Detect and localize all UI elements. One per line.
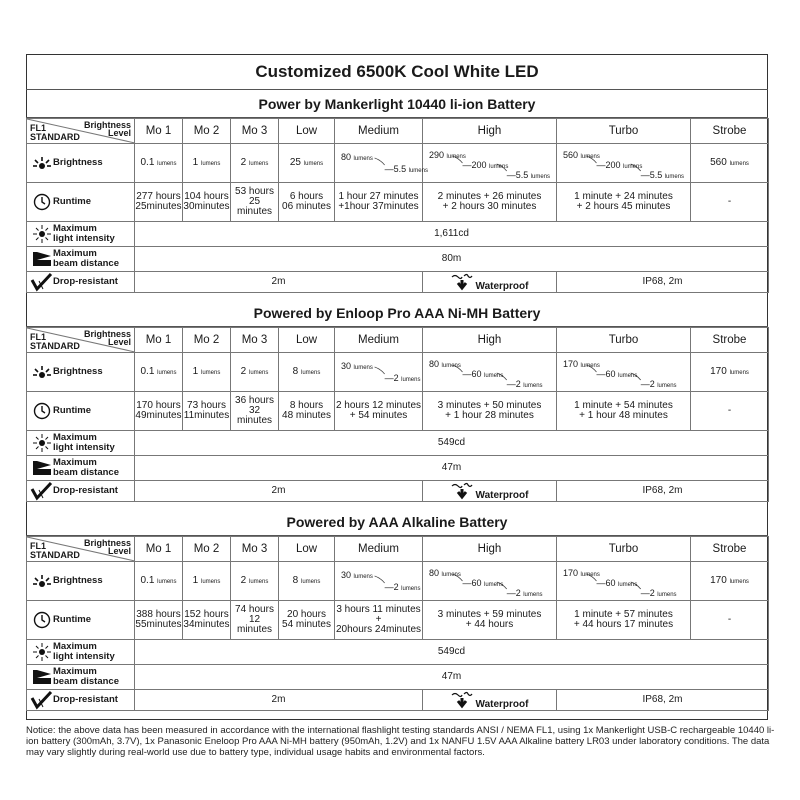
fl1-label: FL1 — [30, 123, 47, 133]
standard-label: STANDARD — [30, 550, 80, 560]
brightness-corner-label: Brightness — [83, 538, 131, 548]
runtime-mo2: 152 hours 34minutes — [183, 601, 231, 640]
mode-header-strobe: Strobe — [691, 537, 769, 562]
level-corner-label: Level — [107, 546, 131, 556]
brightness-label-cell: Brightness — [27, 562, 135, 601]
beam-icon — [31, 669, 53, 685]
light-burst-icon — [31, 225, 53, 243]
mode-header-high: High — [423, 328, 557, 353]
waterproof-value: IP68, 2m — [557, 690, 769, 711]
brightness-mo3: 2 lumens — [231, 144, 279, 183]
drop-label-cell: Drop-resistant — [27, 272, 135, 293]
sun-rays-icon — [31, 365, 53, 379]
runtime-row — [27, 392, 769, 431]
brightness-high: 80 lumens —60 lumens —2 lumens — [423, 353, 557, 392]
mode-header-medium: Medium — [335, 537, 423, 562]
mode-header-low: Low — [279, 328, 335, 353]
spec-table — [26, 536, 769, 711]
drop-waterproof-row — [27, 481, 769, 502]
brightness-low: 25 lumens — [279, 144, 335, 183]
notice-text: Notice: the above data has been measured in accordance with the international flashlight testing standards ANSI / NEMA FL1, using 1x Mankerlight USB-C rechargeable 10440 li-ion battery (300mAh, 3.7V), 1x Panasonic Eneloop Pro AAA Ni-MH battery (950mAh, 1.2V) and 1x NANFU 1.5V AAA Alkaline battery LR03 under laboratory conditions. The data may vary slightly during real-world use due to battery type, individual usage habits and environmental factors. — [26, 725, 775, 758]
waterproof-value: IP68, 2m — [557, 481, 769, 502]
runtime-mo3: 36 hours 32 minutes — [231, 392, 279, 431]
brightness-label-cell: Brightness — [27, 144, 135, 183]
mode-header-mo3: Mo 3 — [231, 537, 279, 562]
brightness-strobe: 170 lumens — [691, 353, 769, 392]
runtime-high: 3 minutes + 59 minutes + 44 hours — [423, 601, 557, 640]
mode-header-row — [27, 119, 769, 144]
spec-table — [26, 118, 769, 293]
runtime-low: 6 hours 06 minutes — [279, 183, 335, 222]
max-light-label-cell: Maximum light intensity — [27, 222, 135, 247]
max-beam-distance-row — [27, 665, 769, 690]
max-light-label-cell: Maximum light intensity — [27, 640, 135, 665]
mode-header-mo3: Mo 3 — [231, 328, 279, 353]
drop-check-icon — [31, 482, 53, 500]
mode-header-medium: Medium — [335, 328, 423, 353]
spec-table — [26, 327, 769, 502]
mode-header-strobe: Strobe — [691, 119, 769, 144]
drop-label-cell: Drop-resistant — [27, 481, 135, 502]
mode-header-row — [27, 328, 769, 353]
mode-header-mo2: Mo 2 — [183, 328, 231, 353]
max-beam-distance-value: 80m — [135, 247, 769, 272]
light-burst-icon — [31, 643, 53, 661]
level-corner-label: Level — [107, 128, 131, 138]
brightness-high: 80 lumens —60 lumens —2 lumens — [423, 562, 557, 601]
max-beam-label-cell: Maximum beam distance — [27, 665, 135, 690]
runtime-mo3: 74 hours 12 minutes — [231, 601, 279, 640]
clock-icon — [31, 402, 53, 420]
brightness-mo1: 0.1 lumens — [135, 353, 183, 392]
max-beam-distance-value: 47m — [135, 456, 769, 481]
drop-waterproof-row — [27, 690, 769, 711]
runtime-label-cell: Runtime — [27, 392, 135, 431]
max-light-label-cell: Maximum light intensity — [27, 431, 135, 456]
runtime-turbo: 1 minute + 24 minutes + 2 hours 45 minutes — [557, 183, 691, 222]
mode-header-low: Low — [279, 119, 335, 144]
battery-section — [26, 508, 768, 711]
brightness-medium: 80 lumens —5.5 lumens — [335, 144, 423, 183]
runtime-high: 3 minutes + 50 minutes + 1 hour 28 minutes — [423, 392, 557, 431]
runtime-medium: 3 hours 11 minutes + 20hours 24minutes — [335, 601, 423, 640]
brightness-mo1: 0.1 lumens — [135, 562, 183, 601]
mode-header-medium: Medium — [335, 119, 423, 144]
brightness-strobe: 560 lumens — [691, 144, 769, 183]
mode-header-mo1: Mo 1 — [135, 328, 183, 353]
drop-resistant-value: 2m — [135, 690, 423, 711]
brightness-high: 290 lumens —200 lumens —5.5 lumens — [423, 144, 557, 183]
brightness-row — [27, 562, 769, 601]
water-splash-icon — [451, 695, 473, 710]
standard-label: STANDARD — [30, 132, 80, 142]
brightness-low: 8 lumens — [279, 353, 335, 392]
runtime-low: 20 hours 54 minutes — [279, 601, 335, 640]
drop-waterproof-row — [27, 272, 769, 293]
drop-check-icon — [31, 691, 53, 709]
runtime-strobe: - — [691, 392, 769, 431]
battery-section — [26, 299, 768, 502]
runtime-medium: 1 hour 27 minutes +1hour 37minutes — [335, 183, 423, 222]
mode-header-low: Low — [279, 537, 335, 562]
light-burst-icon — [31, 434, 53, 452]
brightness-corner-label: Brightness — [83, 329, 131, 339]
runtime-mo1: 388 hours 55minutes — [135, 601, 183, 640]
water-splash-icon — [451, 486, 473, 501]
clock-icon — [31, 193, 53, 211]
mode-header-turbo: Turbo — [557, 537, 691, 562]
runtime-label-cell: Runtime — [27, 601, 135, 640]
brightness-low: 8 lumens — [279, 562, 335, 601]
brightness-corner-label: Brightness — [83, 120, 131, 130]
mode-header-mo2: Mo 2 — [183, 119, 231, 144]
standard-corner-cell — [27, 119, 135, 144]
section-heading: Powered by Enloop Pro AAA Ni-MH Battery — [26, 299, 768, 327]
brightness-mo1: 0.1 lumens — [135, 144, 183, 183]
max-beam-distance-value: 47m — [135, 665, 769, 690]
max-beam-label-cell: Maximum beam distance — [27, 247, 135, 272]
brightness-turbo: 170 lumens —60 lumens —2 lumens — [557, 353, 691, 392]
beam-icon — [31, 460, 53, 476]
max-light-intensity-row — [27, 222, 769, 247]
waterproof-value: IP68, 2m — [557, 272, 769, 293]
brightness-medium: 30 lumens —2 lumens — [335, 353, 423, 392]
max-beam-label-cell: Maximum beam distance — [27, 456, 135, 481]
brightness-mo2: 1 lumens — [183, 353, 231, 392]
water-splash-icon — [451, 277, 473, 292]
fl1-label: FL1 — [30, 541, 47, 551]
runtime-high: 2 minutes + 26 minutes + 2 hours 30 minutes — [423, 183, 557, 222]
drop-resistant-value: 2m — [135, 272, 423, 293]
runtime-mo3: 53 hours 25 minutes — [231, 183, 279, 222]
level-corner-label: Level — [107, 337, 131, 347]
sun-rays-icon — [31, 156, 53, 170]
brightness-strobe: 170 lumens — [691, 562, 769, 601]
mode-header-row — [27, 537, 769, 562]
max-light-intensity-row — [27, 640, 769, 665]
runtime-low: 8 hours 48 minutes — [279, 392, 335, 431]
standard-corner-cell — [27, 328, 135, 353]
section-heading: Power by Mankerlight 10440 li-ion Battery — [26, 90, 768, 118]
clock-icon — [31, 611, 53, 629]
max-beam-distance-row — [27, 456, 769, 481]
standard-corner-cell — [27, 537, 135, 562]
mode-header-high: High — [423, 119, 557, 144]
runtime-label-cell: Runtime — [27, 183, 135, 222]
runtime-strobe: - — [691, 183, 769, 222]
brightness-row — [27, 144, 769, 183]
brightness-mo3: 2 lumens — [231, 562, 279, 601]
runtime-row — [27, 183, 769, 222]
brightness-turbo: 560 lumens —200 lumens —5.5 lumens — [557, 144, 691, 183]
mode-header-high: High — [423, 537, 557, 562]
waterproof-label-cell: Waterproof — [423, 481, 557, 502]
max-light-intensity-value: 549cd — [135, 431, 769, 456]
mode-header-strobe: Strobe — [691, 328, 769, 353]
drop-resistant-value: 2m — [135, 481, 423, 502]
brightness-mo2: 1 lumens — [183, 144, 231, 183]
runtime-mo1: 277 hours 25minutes — [135, 183, 183, 222]
section-heading: Powered by AAA Alkaline Battery — [26, 508, 768, 536]
mode-header-mo3: Mo 3 — [231, 119, 279, 144]
waterproof-label-cell: Waterproof — [423, 690, 557, 711]
mode-header-turbo: Turbo — [557, 328, 691, 353]
waterproof-label-cell: Waterproof — [423, 272, 557, 293]
mode-header-mo2: Mo 2 — [183, 537, 231, 562]
runtime-row — [27, 601, 769, 640]
runtime-turbo: 1 minute + 54 minutes + 1 hour 48 minutes — [557, 392, 691, 431]
brightness-turbo: 170 lumens —60 lumens —2 lumens — [557, 562, 691, 601]
mode-header-mo1: Mo 1 — [135, 537, 183, 562]
runtime-medium: 2 hours 12 minutes + 54 minutes — [335, 392, 423, 431]
brightness-mo2: 1 lumens — [183, 562, 231, 601]
brightness-medium: 30 lumens —2 lumens — [335, 562, 423, 601]
runtime-strobe: - — [691, 601, 769, 640]
mode-header-mo1: Mo 1 — [135, 119, 183, 144]
beam-icon — [31, 251, 53, 267]
fl1-label: FL1 — [30, 332, 47, 342]
battery-section — [26, 90, 768, 293]
runtime-mo1: 170 hours 49minutes — [135, 392, 183, 431]
runtime-mo2: 104 hours 30minutes — [183, 183, 231, 222]
drop-check-icon — [31, 273, 53, 291]
runtime-turbo: 1 minute + 57 minutes + 44 hours 17 minutes — [557, 601, 691, 640]
drop-label-cell: Drop-resistant — [27, 690, 135, 711]
standard-label: STANDARD — [30, 341, 80, 351]
brightness-mo3: 2 lumens — [231, 353, 279, 392]
mode-header-turbo: Turbo — [557, 119, 691, 144]
brightness-row — [27, 353, 769, 392]
max-light-intensity-value: 549cd — [135, 640, 769, 665]
page-title: Customized 6500K Cool White LED — [26, 54, 768, 90]
max-light-intensity-value: 1,611cd — [135, 222, 769, 247]
brightness-label-cell: Brightness — [27, 353, 135, 392]
max-light-intensity-row — [27, 431, 769, 456]
max-beam-distance-row — [27, 247, 769, 272]
runtime-mo2: 73 hours 11minutes — [183, 392, 231, 431]
sun-rays-icon — [31, 574, 53, 588]
